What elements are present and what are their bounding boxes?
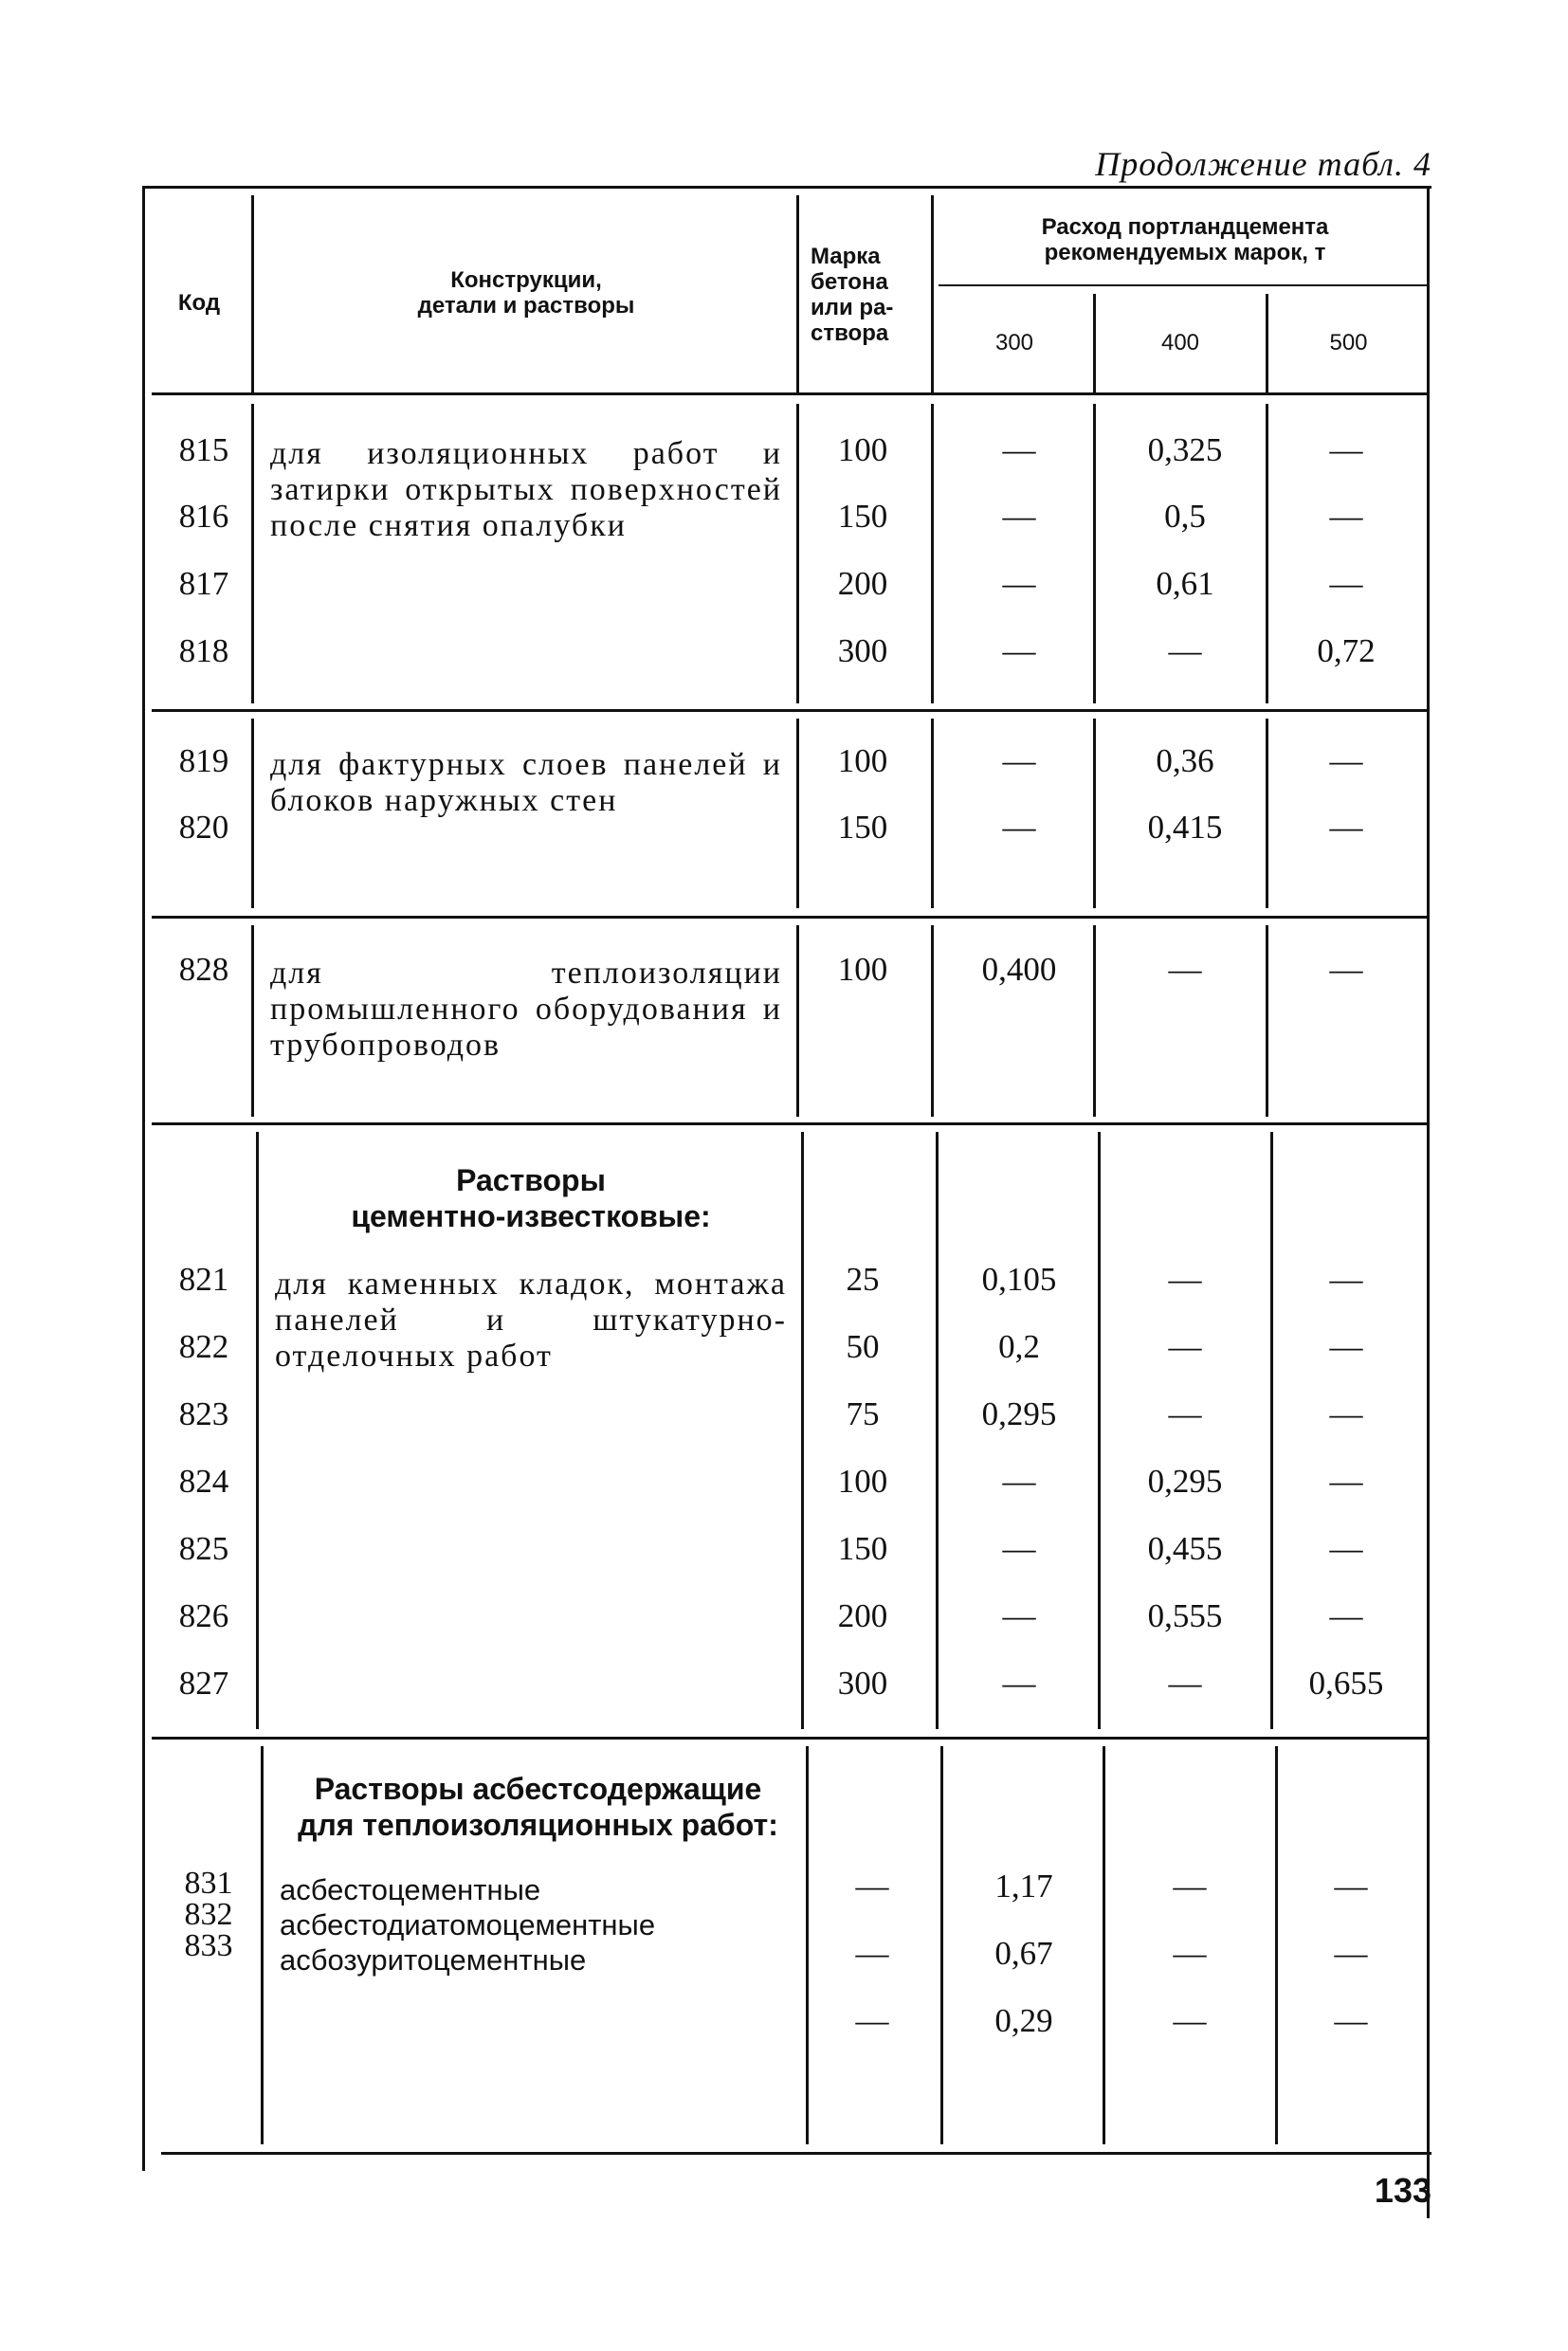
value-500-cell: — [1329,1530,1363,1567]
value-500-cell: — [1329,1463,1363,1500]
group4-description: для каменных кладок, монтажа панелей и штукатурно-отделочных работ [275,1267,787,1374]
divider [931,404,934,703]
marka-cell: 100 [837,951,888,988]
kod-cell: 820 [178,809,229,846]
header-kod: Код [177,290,221,316]
value-500-cell: 0,72 [1317,632,1376,669]
divider [931,925,934,1117]
value-400-cell: — [1168,632,1202,669]
value-300-cell: — [1002,1463,1036,1500]
value-500-cell: — [1329,1328,1363,1365]
marka-cell: 200 [837,565,888,602]
kod-cell: 823 [178,1395,229,1432]
kod-cell: 821 [178,1261,229,1298]
value-500-cell: — [1329,498,1363,535]
material-name: асбозуритоцементные [280,1943,587,1977]
value-300-cell: — [1002,1597,1036,1634]
group3-description: для теплоизоляции промышленного оборудования и трубопроводов [270,956,782,1063]
value-400-cell: — [1173,2002,1207,2039]
header-marka-line: бетона [811,269,888,295]
kod-cell: 827 [178,1665,229,1702]
group5-heading-line1: Растворы асбестсодержащие [314,1772,762,1806]
page-number: 133 [1374,2171,1431,2210]
group-rule [152,916,1427,919]
value-300-cell: — [1002,1665,1036,1702]
header-marka-line: створа [811,320,889,346]
value-300-cell: — [1002,1530,1036,1567]
group5-heading-line2: для теплоизоляционных работ: [298,1808,778,1842]
value-400-cell: 0,295 [1147,1463,1223,1500]
marka-cell: 100 [837,742,888,779]
table-bottom-rule [161,2152,1431,2155]
marka-cell: — [855,1935,889,1972]
header-konstrukcii-line2: детали и растворы [417,293,635,319]
group2-description: для фактурных слоев панелей и блоков наружных стен [270,747,782,818]
value-300-cell: 0,295 [981,1395,1057,1432]
value-300-cell: 0,400 [981,951,1057,988]
marka-cell: 75 [846,1395,880,1432]
header-marka-line: или ра- [811,295,894,320]
kod-cell: 833 [184,1928,233,1963]
header-marka [811,244,929,346]
marka-cell: 100 [837,1463,888,1500]
value-400-cell: — [1168,1261,1202,1298]
header-marka-line: Марка [811,244,881,269]
value-300-cell: — [1002,809,1036,846]
value-300-cell: — [1002,498,1036,535]
divider [1266,294,1268,392]
material-name: асбестодиатомоцементные [280,1908,656,1941]
value-400-cell: — [1168,1665,1202,1702]
value-400-cell: — [1168,1395,1202,1432]
divider [1093,294,1096,392]
value-400-cell: — [1173,1935,1207,1972]
kod-cell: 826 [178,1597,229,1634]
marka-cell: 300 [837,632,888,669]
header-konstrukcii-line1: Конструкции, [450,267,602,293]
value-400-cell: — [1173,1868,1207,1904]
value-500-cell: — [1334,1868,1368,1904]
value-300-cell: 1,17 [994,1868,1053,1904]
value-400-cell: — [1168,1328,1202,1365]
kod-cell: 815 [178,431,229,468]
kod-cell: 818 [178,632,229,669]
divider [931,195,934,392]
marka-cell: 25 [846,1261,880,1298]
continuation-label: Продолжение табл. 4 [1095,145,1431,183]
marka-cell: 150 [837,498,888,535]
value-300-cell: — [1002,742,1036,779]
marka-cell: 150 [837,809,888,846]
marka-cell: 150 [837,1530,888,1567]
value-300-cell: 0,29 [994,2002,1053,2039]
marka-cell: 300 [837,1665,888,1702]
header-rashod-line2: рекомендуемых марок, т [1044,240,1326,265]
table-right-border [1427,186,1430,2218]
kod-cell: 831 [184,1866,233,1901]
divider [931,719,934,908]
group4-heading-line1: Растворы [456,1163,606,1197]
header-mark-500: 500 [1329,330,1368,355]
group5-code-list [161,1868,256,1961]
value-400-cell: 0,415 [1147,809,1223,846]
value-400-cell: 0,455 [1147,1530,1223,1567]
table-top-rule [142,186,1431,189]
value-500-cell: — [1329,951,1363,988]
value-300-cell: 0,105 [981,1261,1057,1298]
marka-cell: — [855,2002,889,2039]
kod-cell: 828 [178,951,229,988]
value-500-cell: — [1334,1935,1368,1972]
group-rule [152,1737,1427,1740]
value-400-cell: 0,325 [1147,431,1223,468]
group1-description: для изоляционных работ и затирки открытых поверхностей после снятия опалубки [270,436,782,543]
marka-cell: 200 [837,1597,888,1634]
value-500-cell: — [1329,1597,1363,1634]
value-500-cell: — [1329,742,1363,779]
divider [261,1746,264,2144]
value-400-cell: 0,5 [1164,498,1206,535]
value-400-cell: 0,555 [1147,1597,1223,1634]
value-400-cell: — [1168,951,1202,988]
value-300-cell: — [1002,431,1036,468]
group-rule [152,709,1427,712]
value-500-cell: — [1329,565,1363,602]
value-300-cell: — [1002,632,1036,669]
table-left-border [142,186,145,2171]
value-500-cell: — [1329,431,1363,468]
value-300-cell: 0,2 [998,1328,1040,1365]
group5-name-list [280,1872,792,1977]
value-300-cell: — [1002,565,1036,602]
marka-cell: 100 [837,431,888,468]
kod-cell: 816 [178,498,229,535]
value-500-cell: — [1329,1261,1363,1298]
marka-cell: — [855,1868,889,1904]
kod-cell: 819 [178,742,229,779]
value-400-cell: 0,61 [1156,565,1214,602]
header-sub-rule [939,284,1427,286]
header-bottom-rule [152,392,1427,395]
header-rashod-line1: Расход портландцемента [1041,214,1329,240]
kod-cell: 817 [178,565,229,602]
kod-cell: 825 [178,1530,229,1567]
divider [251,195,254,392]
marka-cell: 50 [846,1328,880,1365]
kod-cell: 822 [178,1328,229,1365]
material-name: асбестоцементные [280,1873,541,1906]
value-500-cell: — [1329,809,1363,846]
kod-cell: 824 [178,1463,229,1500]
value-300-cell: 0,67 [994,1935,1053,1972]
group4-heading-line2: цементно-известковые: [351,1199,711,1233]
value-500-cell: 0,655 [1308,1665,1384,1702]
group-rule [152,1122,1427,1125]
value-400-cell: 0,36 [1156,742,1214,779]
value-500-cell: — [1334,2002,1368,2039]
header-mark-300: 300 [994,330,1034,355]
divider [796,195,799,392]
header-mark-400: 400 [1160,330,1200,355]
value-500-cell: — [1329,1395,1363,1432]
kod-cell: 832 [184,1897,233,1932]
divider [256,1132,259,1729]
